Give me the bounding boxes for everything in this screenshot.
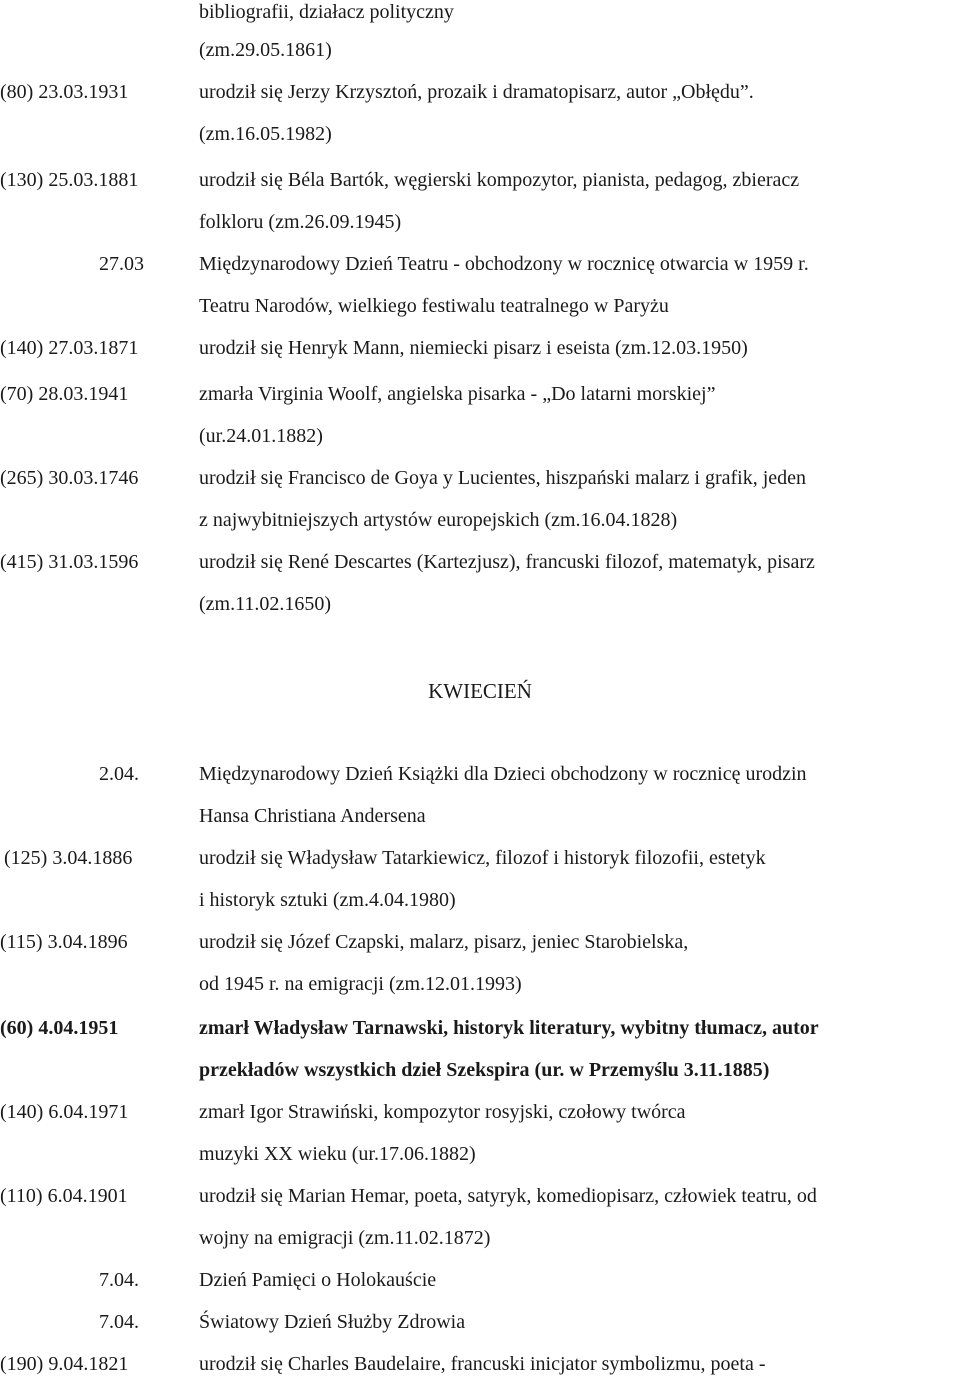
entry-text: (ur.24.01.1882) (199, 425, 323, 447)
entry-date: 7.04. (99, 1269, 139, 1291)
entry-text: muzyki XX wieku (ur.17.06.1882) (199, 1143, 476, 1165)
entry-text: (zm.16.05.1982) (199, 123, 332, 145)
entry-text: zmarł Igor Strawiński, kompozytor rosyjski, czołowy twórca (199, 1101, 686, 1123)
entry-date: (110) 6.04.1901 (0, 1185, 128, 1207)
entry-text: zmarł Władysław Tarnawski, historyk literatury, wybitny tłumacz, autor (199, 1017, 819, 1039)
entry-date: (415) 31.03.1596 (0, 551, 139, 573)
entry-text: Międzynarodowy Dzień Teatru - obchodzony w rocznicę otwarcia w 1959 r. (199, 253, 809, 275)
entry-text: urodził się Marian Hemar, poeta, satyryk, komediopisarz, człowiek teatru, od (199, 1185, 817, 1207)
entry-text: Światowy Dzień Służby Zdrowia (199, 1311, 466, 1333)
entry-text: i historyk sztuki (zm.4.04.1980) (199, 889, 456, 911)
entry-date: (115) 3.04.1896 (0, 931, 128, 953)
entry-text: zmarła Virginia Woolf, angielska pisarka - „Do latarni morskiej” (199, 383, 716, 405)
entry-date: (190) 9.04.1821 (0, 1353, 129, 1375)
entry-date: (80) 23.03.1931 (0, 81, 129, 103)
entry-date: (60) 4.04.1951 (0, 1017, 119, 1039)
entry-text: urodził się Jerzy Krzysztoń, prozaik i dramatopisarz, autor „Obłędu”. (199, 81, 754, 103)
entry-text: Międzynarodowy Dzień Książki dla Dzieci obchodzony w rocznicę urodzin (199, 763, 807, 785)
entry-date: 27.03 (99, 253, 144, 275)
entry-text: z najwybitniejszych artystów europejskich (zm.16.04.1828) (199, 509, 678, 531)
entry-text: urodził się Henryk Mann, niemiecki pisarz i eseista (zm.12.03.1950) (199, 337, 748, 359)
entry-text: przekładów wszystkich dzieł Szekspira (ur. w Przemyślu 3.11.1885) (199, 1059, 770, 1081)
entry-text: Dzień Pamięci o Holokauście (199, 1269, 437, 1291)
entry-date: (130) 25.03.1881 (0, 169, 139, 191)
entry-text: urodził się René Descartes (Kartezjusz), francuski filozof, matematyk, pisarz (199, 551, 815, 573)
entry-text: wojny na emigracji (zm.11.02.1872) (199, 1227, 491, 1249)
entry-text: urodził się Francisco de Goya y Lucientes, hiszpański malarz i grafik, jeden (199, 467, 807, 489)
entry-text: urodził się Béla Bartók, węgierski kompozytor, pianista, pedagog, zbieracz (199, 169, 800, 191)
entry-text: urodził się Władysław Tatarkiewicz, filozof i historyk filozofii, estetyk (199, 847, 766, 869)
entry-date: (140) 27.03.1871 (0, 337, 139, 359)
entry-text: (zm.29.05.1861) (199, 39, 332, 61)
entry-date: 2.04. (99, 763, 139, 785)
entry-text: urodził się Charles Baudelaire, francuski inicjator symbolizmu, poeta - (199, 1353, 766, 1375)
entry-date: (125) 3.04.1886 (4, 847, 133, 869)
entry-text: Teatru Narodów, wielkiego festiwalu teatralnego w Paryżu (199, 295, 669, 317)
entry-date: (265) 30.03.1746 (0, 467, 139, 489)
entry-text: Hansa Christiana Andersena (199, 805, 426, 827)
entry-text: folkloru (zm.26.09.1945) (199, 211, 402, 233)
entry-text: od 1945 r. na emigracji (zm.12.01.1993) (199, 973, 522, 995)
month-heading: KWIECIEŃ (428, 679, 532, 703)
entry-date: (70) 28.03.1941 (0, 383, 129, 405)
entry-date: 7.04. (99, 1311, 139, 1333)
entry-text: (zm.11.02.1650) (199, 593, 332, 615)
entry-text: urodził się Józef Czapski, malarz, pisarz, jeniec Starobielska, (199, 931, 689, 953)
entry-date: (140) 6.04.1971 (0, 1101, 129, 1123)
entry-text: bibliografii, działacz polityczny (199, 1, 454, 23)
